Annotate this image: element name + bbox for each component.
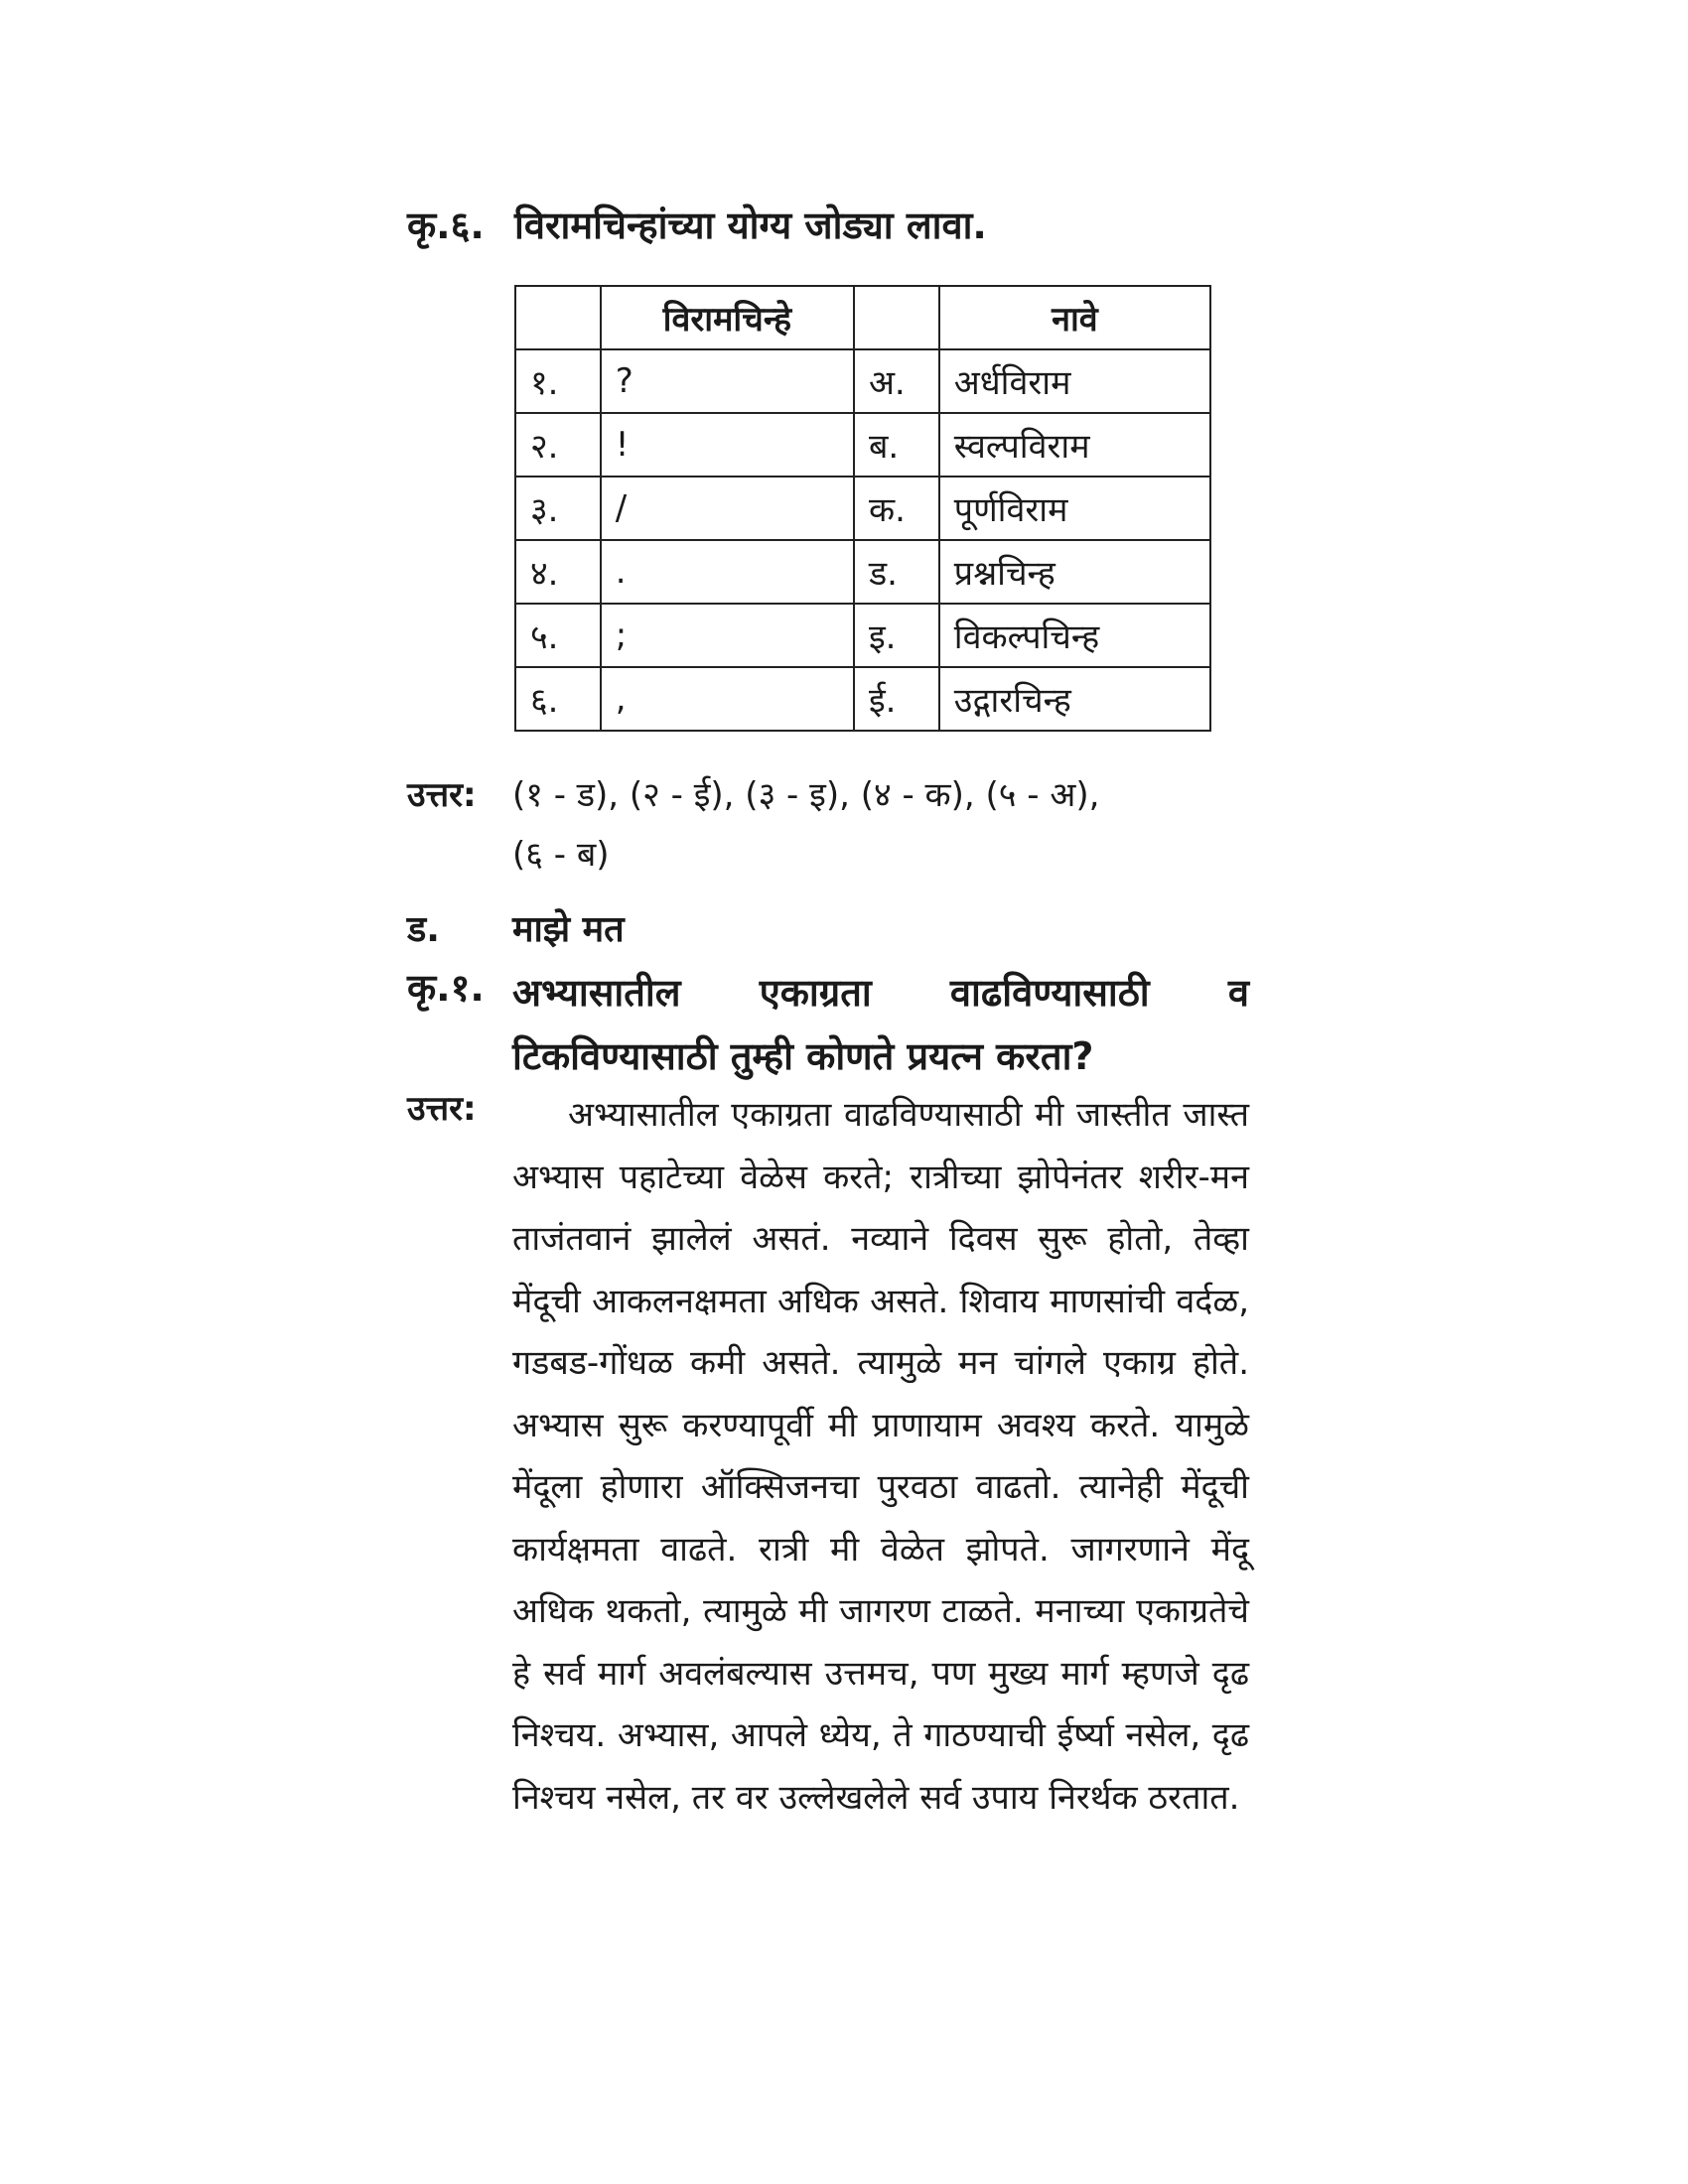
row-letter: इ. [854, 604, 939, 667]
row-number: ३. [515, 477, 601, 540]
question-6-answer-line-1: (१ - ड), (२ - ई), (३ - इ), (४ - क), (५ - अ), [512, 775, 1100, 815]
row-number: ६. [515, 667, 601, 731]
section-letter: ड. [407, 909, 440, 950]
header-blank-2 [854, 286, 939, 349]
table-row [515, 349, 1210, 413]
row-number: २. [515, 413, 601, 477]
row-number: १. [515, 349, 601, 413]
question-1-line-1: अभ्यासातील एकाग्रता वाढविण्यासाठी व [512, 971, 1249, 1015]
section-heading [407, 903, 625, 952]
question-1-number: कृ.१. [407, 966, 485, 1010]
row-number: ५. [515, 604, 601, 667]
row-name: पूर्णविराम [939, 477, 1210, 540]
row-number: ४. [515, 540, 601, 604]
row-mark: ? [601, 349, 854, 413]
question-6-number: कृ.६. [407, 204, 485, 247]
question-6-answer-line-2: (६ - ब) [512, 835, 610, 875]
row-mark: ! [601, 413, 854, 477]
question-1-text [512, 961, 1249, 1088]
table-row [515, 540, 1210, 604]
table-header-row [515, 286, 1210, 349]
row-mark: . [601, 540, 854, 604]
question-1-answer-label: उत्तर: [407, 1089, 477, 1129]
table-row [515, 604, 1210, 667]
row-letter: क. [854, 477, 939, 540]
question-6-heading [407, 199, 987, 250]
question-6-text: विरामचिन्हांच्या योग्य जोड्या लावा. [514, 204, 987, 247]
row-letter: अ. [854, 349, 939, 413]
table-row [515, 477, 1210, 540]
punctuation-match-table [514, 285, 1211, 732]
row-mark: , [601, 667, 854, 731]
row-name: उद्गारचिन्ह [939, 667, 1210, 731]
section-title: माझे मत [512, 909, 625, 950]
header-punctuation: विरामचिन्हे [601, 286, 854, 349]
row-name: विकल्पचिन्ह [939, 604, 1210, 667]
row-name: स्वल्पविराम [939, 413, 1210, 477]
table-row [515, 413, 1210, 477]
row-mark: / [601, 477, 854, 540]
row-mark: ; [601, 604, 854, 667]
row-letter: ब. [854, 413, 939, 477]
row-name: अर्धविराम [939, 349, 1210, 413]
row-name: प्रश्नचिन्ह [939, 540, 1210, 604]
table-row [515, 667, 1210, 731]
header-names: नावे [939, 286, 1210, 349]
question-1-line-2: टिकविण्यासाठी तुम्ही कोणते प्रयत्न करता? [512, 1034, 1094, 1078]
row-letter: ई. [854, 667, 939, 731]
question-1-answer-body: अभ्यासातील एकाग्रता वाढविण्यासाठी मी जास्तीत जास्त अभ्यास पहाटेच्या वेळेस करते; रात्रीच्या झोपेनंतर शरीर-मन ताजंतवानं झालेलं असतं. नव्याने दिवस सुरू होतो, तेव्हा मेंदूची आकलनक्षमता अधिक असते. शिवाय माणसांची वर्दळ, गडबड-गोंधळ कमी असते. त्यामुळे मन चांगले एकाग्र होते. अभ्यास सुरू करण्यापूर्वी मी प्राणायाम अवश्य करते. यामुळे मेंदूला होणारा ऑक्सिजनचा पुरवठा वाढतो. त्यानेही मेंदूची कार्यक्षमता वाढते. रात्री मी वेळेत झोपते. जागरणाने मेंदू अधिक थकतो, त्यामुळे मी जागरण टाळते. मनाच्या एकाग्रतेचे हे सर्व मार्ग अवलंबल्यास उत्तमच, पण मुख्य मार्ग म्हणजे दृढ निश्चय. अभ्यास, आपले ध्येय, ते गाठण्याची ईर्ष्या नसेल, दृढ निश्चय नसेल, तर वर उल्लेखलेले सर्व उपाय निरर्थक ठरतात. [512, 1095, 1249, 1818]
question-6-answer-label: उत्तर: [407, 775, 477, 815]
header-blank-1 [515, 286, 601, 349]
row-letter: ड. [854, 540, 939, 604]
